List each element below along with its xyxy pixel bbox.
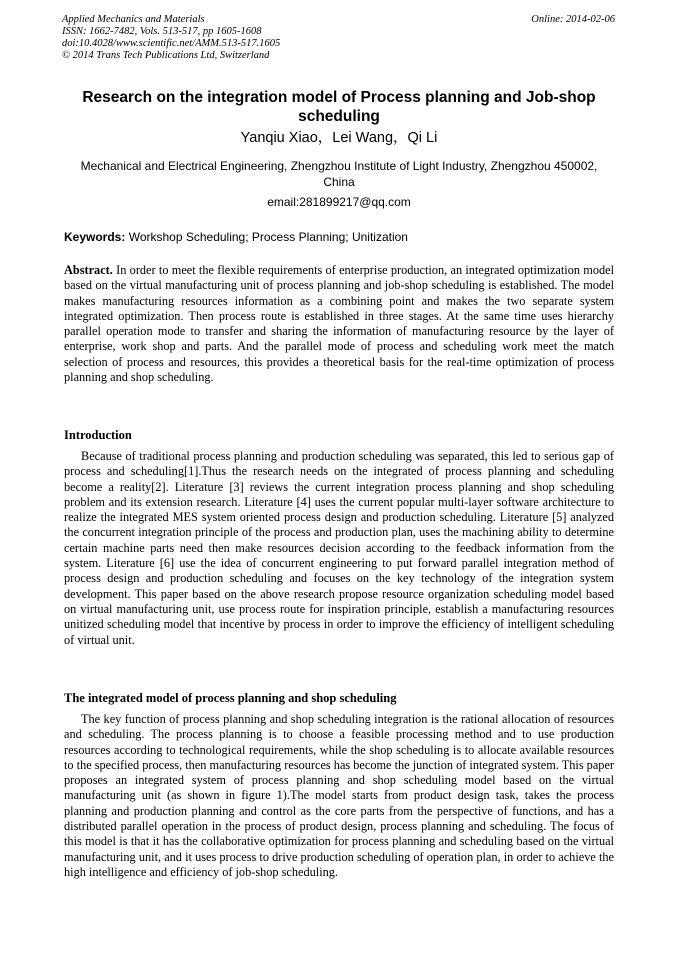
copyright-line: © 2014 Trans Tech Publications Ltd, Switzerland bbox=[62, 50, 270, 61]
keywords-text: Workshop Scheduling; Process Planning; Unitization bbox=[128, 230, 408, 244]
section-heading-introduction: Introduction bbox=[64, 428, 132, 442]
journal-name: Applied Mechanics and Materials bbox=[62, 14, 205, 25]
abstract-label: Abstract. bbox=[64, 263, 113, 277]
issn-line: ISSN: 1662-7482, Vols. 513-517, pp 1605-1608 bbox=[62, 26, 262, 37]
paper-authors: Yanqiu Xiao，Lei Wang，Qi Li bbox=[240, 130, 438, 146]
keywords-label: Keywords: bbox=[64, 230, 126, 244]
section-heading-integrated-model: The integrated model of process planning and shop scheduling bbox=[64, 691, 397, 705]
abstract-paragraph bbox=[64, 263, 614, 385]
integrated-model-paragraph: The key function of process planning and shop scheduling integration is the rational allocation of resources and scheduling. The process planning is to choose a feasible processing method and to use production resources according to technological requirements, while the shop scheduling is to allocate available resources to the specified process, then manufacturing resources has become the junction of integrated system. This paper proposes an integrated system of process planning and shop scheduling model based on the virtual manufacturing unit (as shown in figure 1).The model starts from product design task, takes the process planning and production planning and control as the core parts from the perspective of functions, and has a distributed parallel operation in the process of product design, process planning and scheduling. The focus of this model is that it has the collaborative optimization for process planning and scheduling based on the virtual manufacturing unit, and it uses process to drive production scheduling of operation plan, in order to achieve the high intelligence and efficiency of job-shop scheduling. bbox=[64, 712, 614, 879]
paper-email: email:281899217@qq.com bbox=[267, 195, 411, 209]
keywords-line bbox=[64, 229, 614, 245]
online-date: Online: 2014-02-06 bbox=[531, 14, 615, 25]
journal-header bbox=[62, 14, 280, 62]
paper-title: Research on the integration model of Process planning and Job-shop scheduling bbox=[82, 89, 596, 125]
abstract-text: In order to meet the flexible requirements of enterprise production, an integrated optimization model based on the virtual manufacturing unit of process planning and job-shop scheduling is established. The model makes manufacturing resources information as a combining point and makes the two separate system integrated optimization. Then process route is established in three stages. At the same time uses hierarchy parallel operation mode to transfer and sharing the information of manufacturing resource by the layer of enterprise, work shop and parts. And the parallel mode of process and scheduling work meet the match selection of process and resources, this provides a theoretical basis for the real-time optimization of process planning and shop scheduling. bbox=[64, 263, 615, 385]
paper-affiliation: Mechanical and Electrical Engineering, Zhengzhou Institute of Light Industry, Zhengzhou 450002, China bbox=[80, 159, 598, 189]
introduction-paragraph: Because of traditional process planning and production scheduling was separated, this led to serious gap of process and scheduling[1].Thus the research needs on the integrated of process planning and scheduling become a reality[2]. Literature [3] reviews the current integration process planning and shop scheduling problem and its extension research. Literature [4] uses the current popular multi-layer software architecture to realize the integrated MES system oriented process design and production scheduling. Literature [5] analyzed the concurrent integration principle of the process and production plan, uses the machining ability to determine certain machine parts need then make resources decision according to the feedback information from the system. Literature [6] use the idea of concurrent engineering to put forward parallel integration method of process design and production scheduling and focuses on the key technology of the integration system development. This paper based on the above research propose resource organization scheduling model based on virtual manufacturing unit, use process route for inspiration principle, establish a manufacturing resources unitized scheduling model that incentive by process in order to improve the efficiency of intelligent scheduling of virtual unit. bbox=[64, 449, 614, 647]
doi-line: doi:10.4028/www.scientific.net/AMM.513-517.1605 bbox=[62, 38, 281, 49]
